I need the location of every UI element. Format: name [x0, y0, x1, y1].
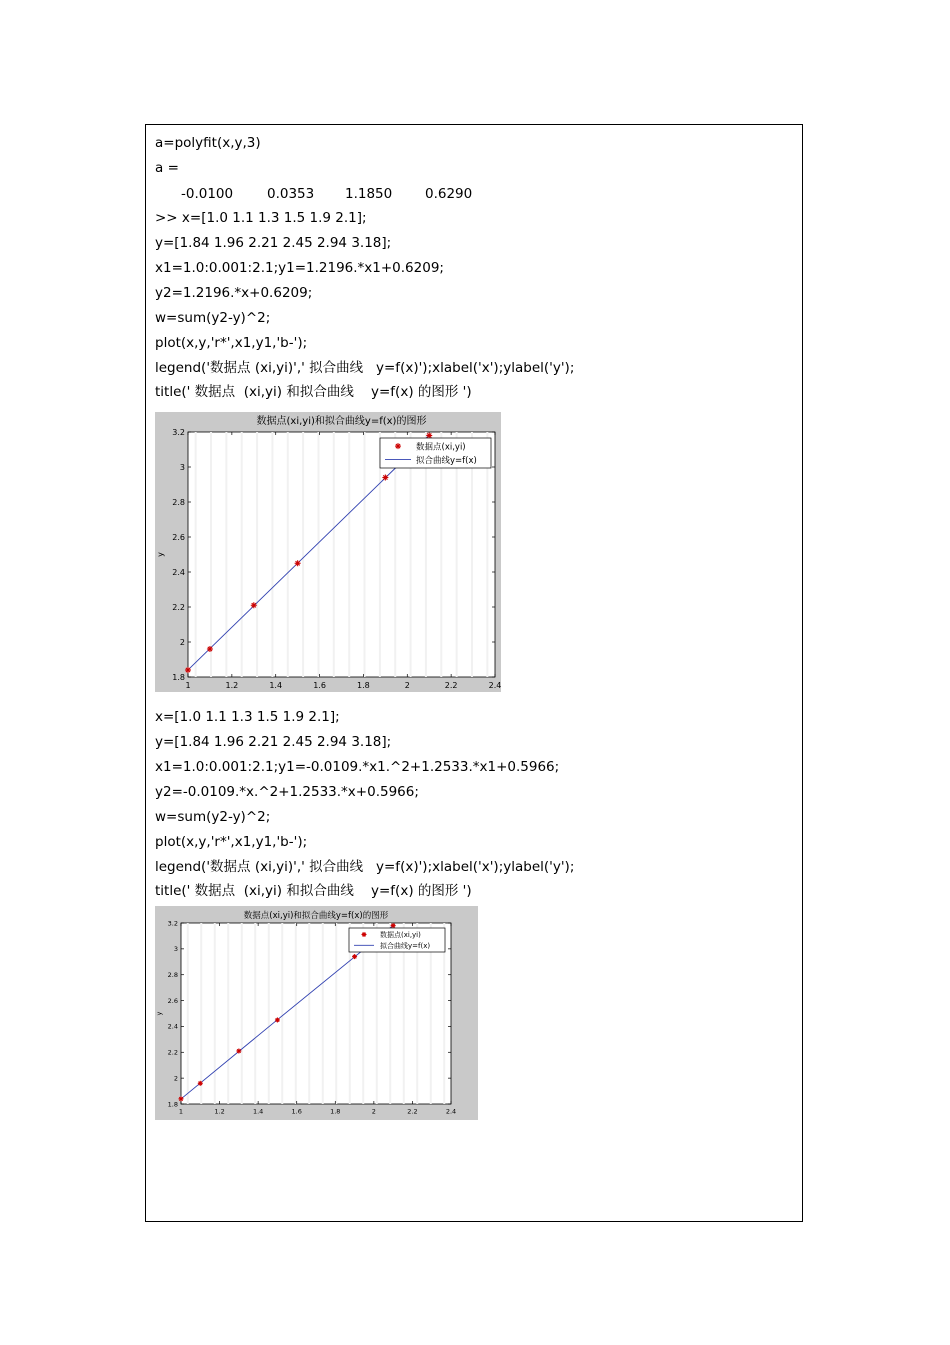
chart-2 — [155, 906, 478, 1120]
x-tick-label: 1.2 — [225, 681, 239, 690]
y-tick-label: 2.6 — [167, 996, 178, 1005]
code-line: legend('数据点 (xi,yi)',' 拟合曲线 y=f(x)');xlabel('x');ylabel('y'); — [155, 360, 575, 376]
y-axis-label: y — [155, 1011, 163, 1016]
legend-label: 数据点(xi,yi) — [380, 930, 421, 939]
legend-label: 拟合曲线y=f(x) — [416, 455, 477, 466]
x-tick-label: 1.4 — [252, 1107, 264, 1116]
y-tick-label: 2 — [179, 638, 185, 647]
code-line: title(' 数据点 (xi,yi) 和拟合曲线 y=f(x) 的图形 ') — [155, 883, 472, 899]
y-tick-label: 3 — [173, 945, 178, 954]
x-tick-label: 2.2 — [444, 681, 458, 690]
coefficient-value: 0.0353 — [267, 186, 315, 202]
x-tick-label: 2.4 — [445, 1107, 457, 1116]
code-line: y2=1.2196.*x+0.6209; — [155, 285, 313, 301]
code-line: plot(x,y,'r*',x1,y1,'b-'); — [155, 335, 308, 351]
y-tick-label: 1.8 — [172, 673, 185, 682]
code-line: x1=1.0:0.001:2.1;y1=1.2196.*x1+0.6209; — [155, 260, 444, 276]
x-tick-label: 1.4 — [269, 681, 283, 690]
legend-label: 拟合曲线y=f(x) — [380, 941, 431, 950]
coefficient-value: 0.6290 — [425, 186, 473, 202]
code-line: x=[1.0 1.1 1.3 1.5 1.9 2.1]; — [155, 709, 340, 725]
figure-2 — [155, 906, 478, 1120]
y-tick-label: 3.2 — [167, 919, 178, 928]
y-tick-label: 2.2 — [172, 603, 185, 612]
code-line: x1=1.0:0.001:2.1;y1=-0.0109.*x1.^2+1.2533.*x1+0.5966; — [155, 759, 560, 775]
code-line: y2=-0.0109.*x.^2+1.2533.*x+0.5966; — [155, 784, 419, 800]
code-line: >> x=[1.0 1.1 1.3 1.5 1.9 2.1]; — [155, 210, 367, 226]
y-tick-label: 2.6 — [172, 533, 185, 542]
x-tick-label: 2 — [404, 681, 410, 690]
y-tick-label: 2 — [173, 1074, 178, 1083]
x-tick-label: 1.2 — [214, 1107, 225, 1116]
x-tick-label: 1 — [178, 1107, 184, 1116]
x-tick-label: 2 — [371, 1107, 376, 1116]
y-tick-label: 2.4 — [172, 568, 185, 577]
figure-1 — [155, 412, 501, 692]
x-tick-label: 1.6 — [291, 1107, 302, 1116]
x-tick-label: 2.2 — [407, 1107, 418, 1116]
y-tick-label: 2.8 — [167, 970, 178, 979]
code-line: a = — [155, 160, 179, 176]
y-tick-label: 2.2 — [167, 1048, 178, 1057]
data-point-marker — [295, 560, 301, 566]
data-point-marker — [207, 646, 213, 652]
y-tick-label: 2.8 — [172, 498, 185, 507]
coefficient-value: 1.1850 — [345, 186, 393, 202]
x-tick-label: 1.6 — [313, 681, 326, 690]
chart-1 — [155, 412, 501, 692]
x-tick-label: 1.8 — [357, 681, 370, 690]
code-line: legend('数据点 (xi,yi)',' 拟合曲线 y=f(x)');xlabel('x');ylabel('y'); — [155, 859, 575, 875]
code-line: w=sum(y2-y)^2; — [155, 809, 271, 825]
y-tick-label: 3.2 — [172, 428, 185, 437]
x-tick-label: 2.4 — [488, 681, 501, 690]
legend-label: 数据点(xi,yi) — [416, 442, 466, 453]
code-line: title(' 数据点 (xi,yi) 和拟合曲线 y=f(x) 的图形 ') — [155, 384, 472, 400]
code-line: y=[1.84 1.96 2.21 2.45 2.94 3.18]; — [155, 235, 392, 251]
chart-title: 数据点(xi,yi)和拟合曲线y=f(x)的图形 — [243, 911, 389, 921]
code-line: w=sum(y2-y)^2; — [155, 310, 271, 326]
y-tick-label: 2.4 — [167, 1022, 178, 1031]
plot-area — [188, 432, 495, 677]
x-tick-label: 1 — [185, 681, 191, 690]
coefficient-value: -0.0100 — [181, 186, 234, 202]
code-line: plot(x,y,'r*',x1,y1,'b-'); — [155, 834, 308, 850]
x-tick-label: 1.8 — [330, 1107, 341, 1116]
y-tick-label: 1.8 — [167, 1100, 178, 1109]
y-axis-label: y — [156, 552, 165, 557]
chart-title: 数据点(xi,yi)和拟合曲线y=f(x)的图形 — [256, 416, 427, 427]
code-line: a=polyfit(x,y,3) — [155, 135, 261, 151]
code-line: y=[1.84 1.96 2.21 2.45 2.94 3.18]; — [155, 734, 392, 750]
data-point-marker — [251, 602, 257, 608]
y-tick-label: 3 — [179, 463, 185, 472]
data-point-marker — [185, 667, 191, 673]
